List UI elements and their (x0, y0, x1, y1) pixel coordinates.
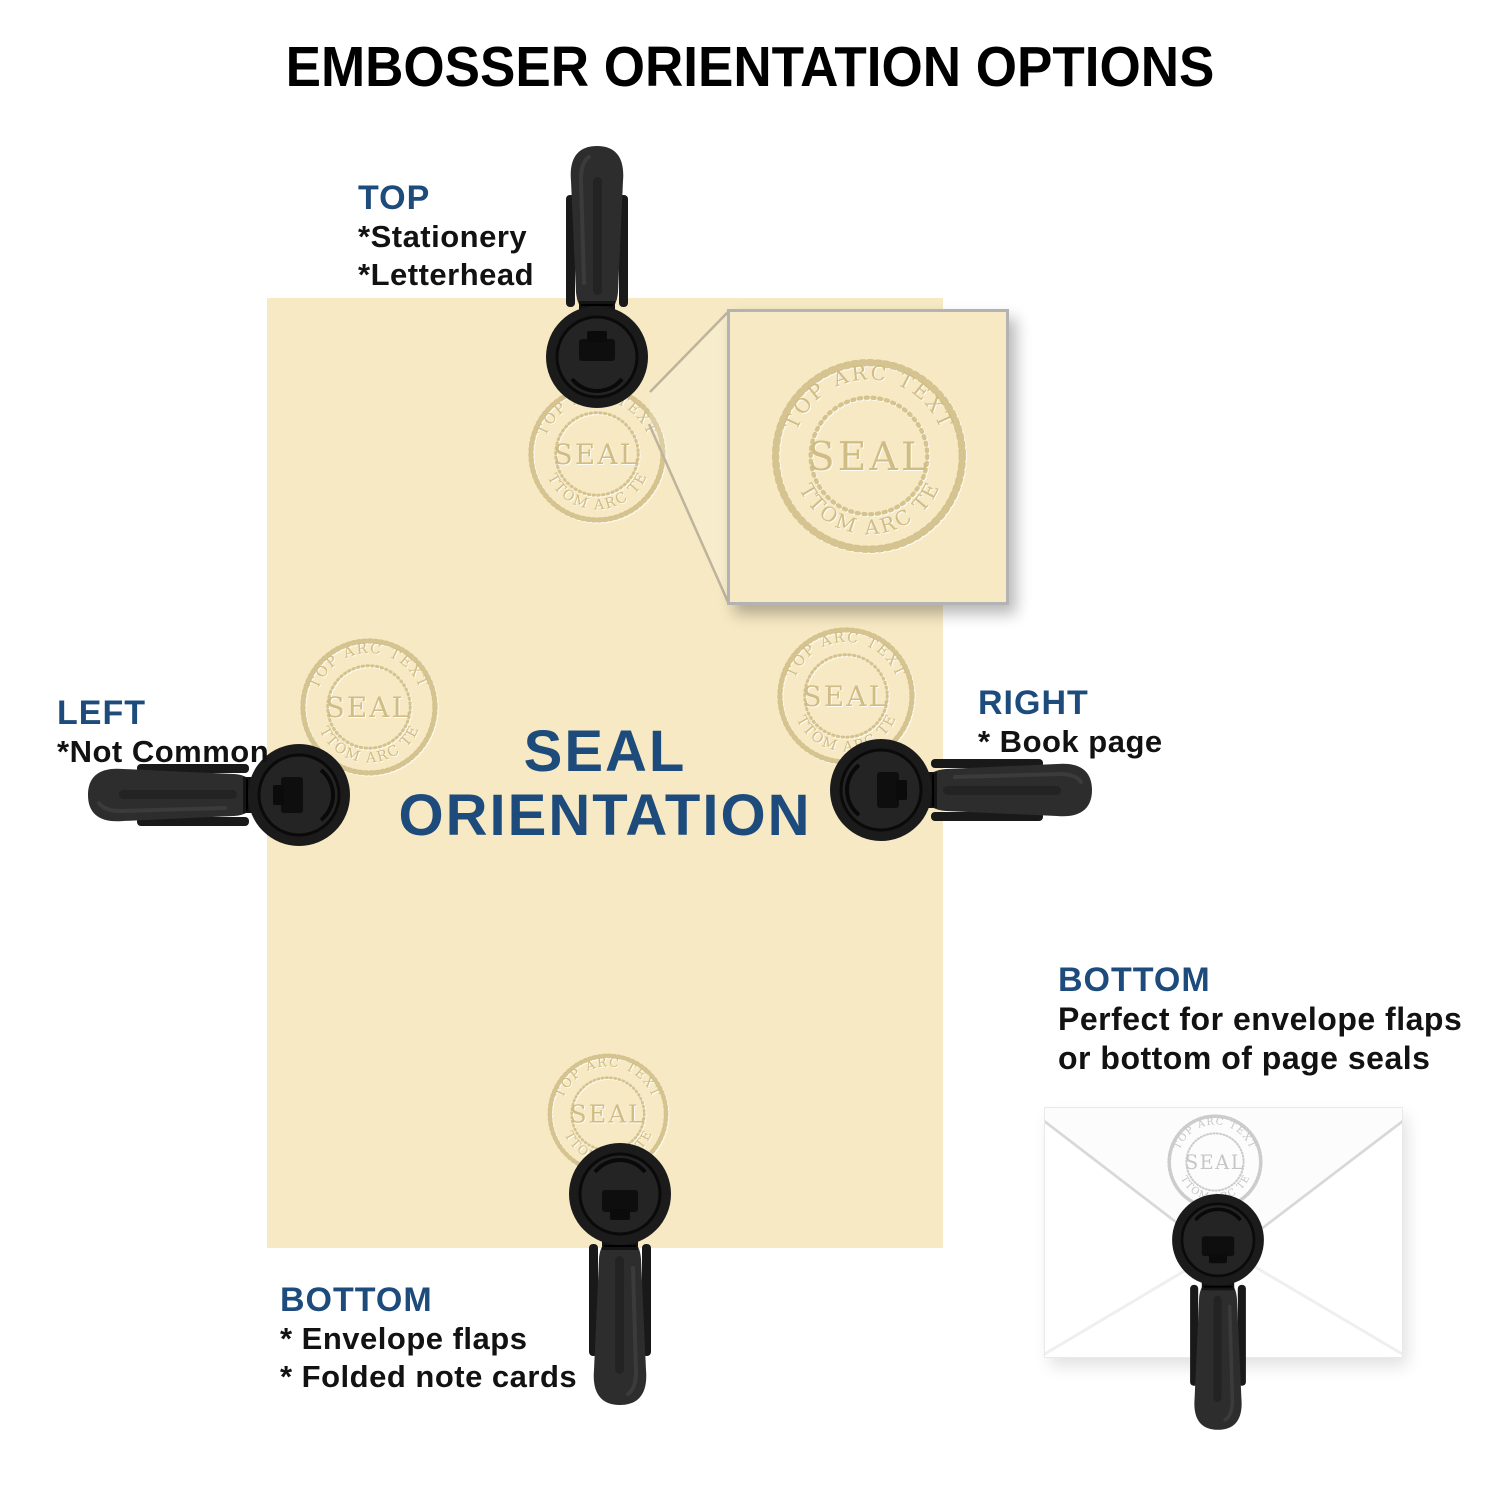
page-title: EMBOSSER ORIENTATION OPTIONS (285, 35, 1215, 99)
seal-zoom-inset (727, 309, 1009, 605)
label-top (358, 178, 534, 294)
label-bottom-right (1058, 960, 1462, 1078)
label-right (978, 683, 1163, 761)
seal-orientation-line2: ORIENTATION (398, 783, 812, 848)
label-bottom-heading: BOTTOM (280, 1281, 433, 1319)
seal-orientation-line1: SEAL (523, 719, 687, 784)
label-bottom-item-2: * Folded note cards (280, 1359, 578, 1394)
label-bottom-item-1: * Envelope flaps (280, 1321, 528, 1356)
label-bottom-right-line-1: Perfect for envelope flaps (1058, 1001, 1463, 1037)
label-left-item-1: *Not Common (57, 734, 270, 769)
label-right-heading: RIGHT (978, 684, 1089, 722)
label-bottom (280, 1280, 577, 1396)
label-left-heading: LEFT (57, 694, 146, 732)
label-top-item-2: *Letterhead (358, 257, 535, 292)
label-bottom-right-heading: BOTTOM (1058, 961, 1211, 999)
label-top-item-1: *Stationery (358, 219, 528, 254)
seal-impression-zoomed (763, 350, 975, 562)
label-top-heading: TOP (358, 179, 431, 217)
label-right-item-1: * Book page (978, 724, 1163, 759)
embosser-clamp-top (537, 143, 657, 413)
embosser-clamp-bottom (560, 1138, 680, 1408)
label-bottom-right-line-2: or bottom of page seals (1058, 1040, 1431, 1076)
label-left (57, 693, 269, 771)
embosser-clamp-envelope (1164, 1190, 1272, 1433)
